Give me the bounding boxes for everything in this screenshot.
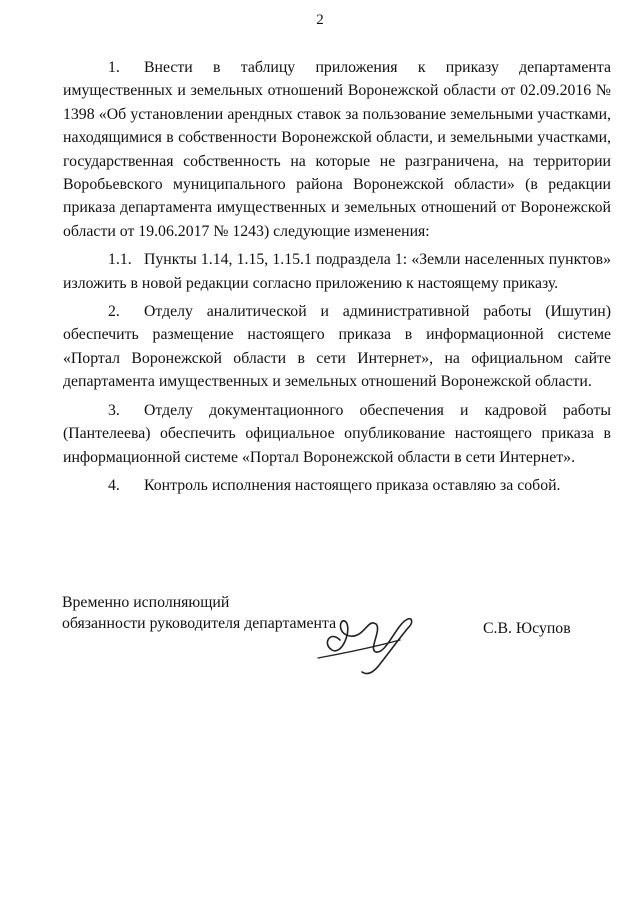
paragraph-number: 2. [108, 303, 120, 321]
signatory-name: С.В. Юсупов [483, 620, 571, 637]
paragraph-number: 1.1. [108, 251, 132, 269]
handwritten-signature [310, 600, 430, 680]
paragraph-number: 1. [108, 59, 120, 76]
signatory-title-line-1: Временно исполняющий [62, 594, 230, 611]
paragraph-4 [63, 474, 611, 497]
page-number: 2 [316, 12, 324, 28]
paragraph-1-1 [63, 248, 611, 295]
order-body [63, 56, 611, 502]
paragraph-number: 3. [108, 401, 120, 419]
paragraph-text: Отделу аналитической и административной работы (Ишутин) обеспечить размещение настоящего приказа в информационной системе «Портал Воронежской области в сети Интернет», на официальном сайте департамента имущественных и земельных отношений Воронежской области. [63, 303, 611, 391]
paragraph-2 [63, 300, 611, 394]
paragraph-text: Отделу документационного обеспечения и кадровой работы (Пантелеева) обеспечить официальное опубликование настоящего приказа в информационной системе «Портал Воронежской области в сети Интернет». [63, 401, 611, 466]
paragraph-text: Пункты 1.14, 1.15, 1.15.1 подраздела 1: «Земли населенных пунктов» изложить в новой редакции согласно приложению к настоящему приказу. [63, 251, 611, 292]
paragraph-number: 4. [108, 476, 120, 494]
paragraph-text: Внести в таблицу приложения к приказу департамента имущественных и земельных отношений Воронежской области от 02.09.2016 № 1398 «Об установлении арендных ставок за пользование земельными участками, находящимися в собственности Воронежской области, и земельными участками, государственная собственность на которые не разграничена, на территории Воробьевского муниципального района Воронежской области» (в редакции приказа департамента имущественных и земельных отношений от Воронежской области от 19.06.2017 № 1243) следующие изменения: [63, 59, 611, 240]
signatory-title [62, 592, 336, 634]
paragraph-3 [63, 399, 611, 469]
paragraph-1 [63, 56, 611, 243]
paragraph-text: Контроль исполнения настоящего приказа оставляю за собой. [144, 476, 561, 494]
signatory-title-line-2: обязанности руководителя департамента [62, 615, 337, 632]
